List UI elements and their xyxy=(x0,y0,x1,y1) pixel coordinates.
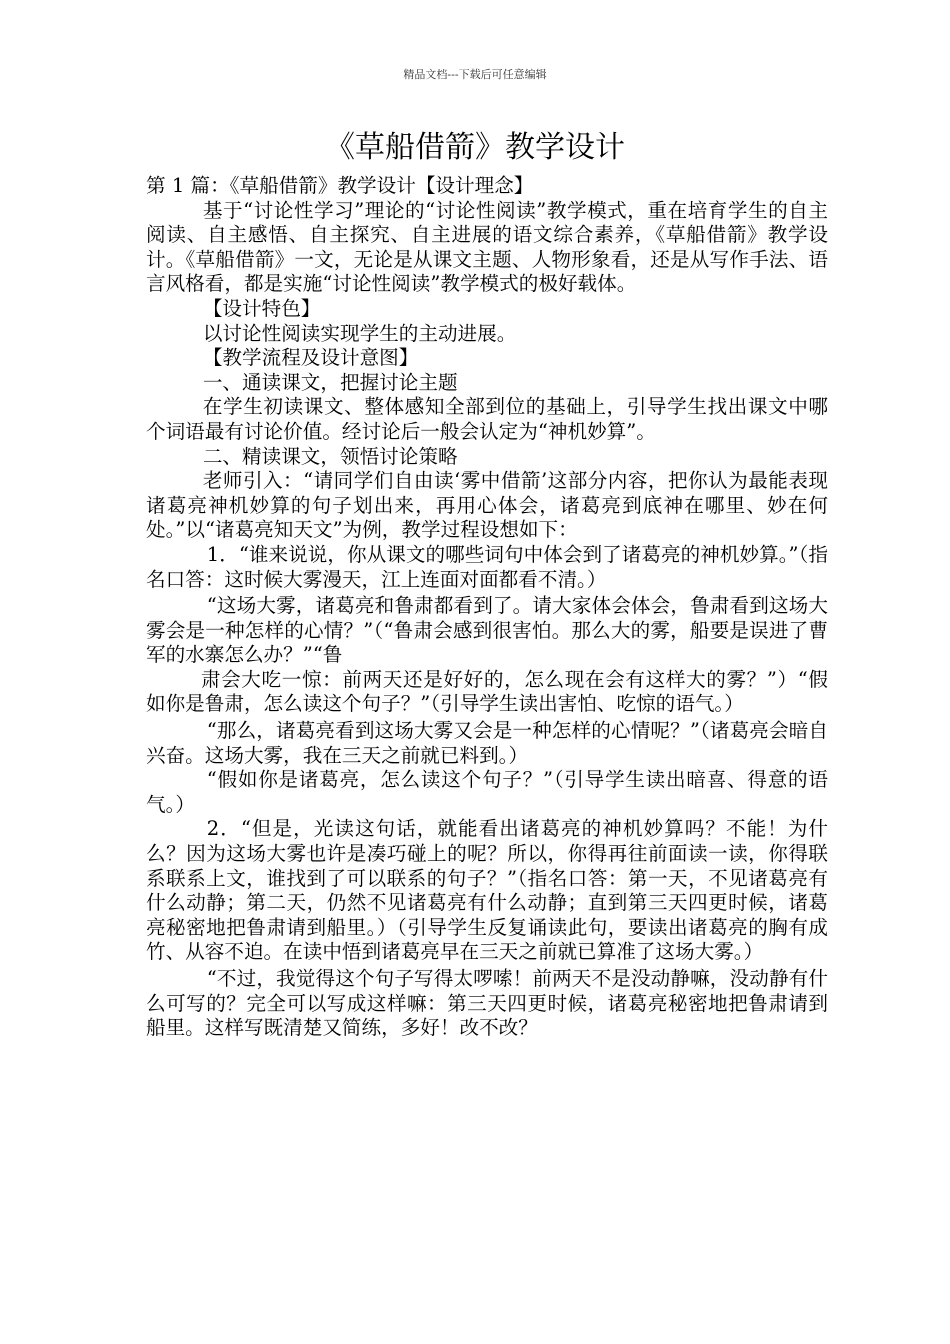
section-heading-step1: 一、通读课文，把握讨论主题 xyxy=(202,370,458,394)
paragraph-features: 以讨论性阅读实现学生的主动进展。 xyxy=(202,321,517,345)
paragraph-teacher-intro: 老师引入：“请同学们自由读‘雾中借箭’这部分内容，把你认为最能表现诸葛亮神机妙算的句子划出来，再用心体会，诸葛亮到底神在哪里、妙在何处。”以“诸葛亮知天文”为例，教学过程设想如下： xyxy=(146,469,828,542)
header-note: 精品文档---下载后可任意编辑 xyxy=(403,68,547,81)
document-title: 《草船借箭》教学设计 xyxy=(325,130,625,165)
paragraph-item1: 1．“谁来说说，你从课文的哪些词句中体会到了诸葛亮的神机妙算。”（指名口答：这时候大雾漫天，江上连面对面都看不清。） xyxy=(146,542,828,591)
paragraph-step1: 在学生初读课文、整体感知全部到位的基础上，引导学生找出课文中哪个词语最有讨论价值。经讨论后一般会认定为“神机妙算”。 xyxy=(146,395,828,443)
paragraph-fog-lusu: “这场大雾，诸葛亮和鲁肃都看到了。请大家体会体会，鲁肃看到这场大雾会是一种怎样的心情？”（“鲁肃会感到很害怕。那么大的雾，船要是误进了曹军的水寨怎么办？”“鲁 xyxy=(146,594,828,667)
paragraph-heading-part1: 第 1 篇：《草船借箭》教学设计【设计理念】 xyxy=(146,174,534,197)
paragraph-item2: 2．“但是，光读这句话，就能看出诸葛亮的神机妙算吗？不能！为什么？因为这场大雾也许是凑巧碰上的呢？所以，你得再往前面读一读，你得联系联系上文，谁找到了可以联系的句子？”（指名口答：第一天，不见诸葛亮有什么动静；第二天，仍然不见诸葛亮有什么动静；直到第三天四更时候，诸葛亮秘密地把鲁肃请到船里。）（引导学生反复诵读此句，要读出诸葛亮的胸有成竹、从容不迫。在读中悟到诸葛亮早在三天之前就已算准了这场大雾。） xyxy=(146,817,828,964)
section-heading-features: 【设计特色】 xyxy=(202,296,321,320)
section-heading-process: 【教学流程及设计意图】 xyxy=(202,346,419,370)
paragraph-zhuge-mood: “那么，诸葛亮看到这场大雾又会是一种怎样的心情呢？”（诸葛亮会暗自兴奋。这场大雾，我在三天之前就已料到。） xyxy=(146,719,828,767)
document-body xyxy=(146,174,828,1041)
paragraph-too-wordy: “不过，我觉得这个句子写得太啰嗦！前两天不是没动静嘛，没动静有什么可写的？完全可以写成这样嘛：第三天四更时候，诸葛亮秘密地把鲁肃请到船里。这样写既清楚又简练，多好！改不改？ xyxy=(146,967,828,1040)
paragraph-zhuge-read: “假如你是诸葛亮，怎么读这个句子？”（引导学生读出暗喜、得意的语气。） xyxy=(146,768,828,816)
paragraph-design-concept: 基于“讨论性学习”理论的“讨论性阅读”教学模式，重在培育学生的自主阅读、自主感悟、自主探究、自主进展的语文综合素养，《草船借箭》教学设计。《草船借箭》一文，无论是从课文主题、人物形象看，还是从写作手法、语言风格看，都是实施“讨论性阅读”教学模式的极好载体。 xyxy=(146,198,828,296)
paragraph-lusu-shock: 肃会大吃一惊：前两天还是好好的，怎么现在会有这样大的雾？”）“假如你是鲁肃，怎么读这个句子？”（引导学生读出害怕、吃惊的语气。） xyxy=(146,667,828,716)
section-heading-step2: 二、精读课文，领悟讨论策略 xyxy=(202,444,458,468)
